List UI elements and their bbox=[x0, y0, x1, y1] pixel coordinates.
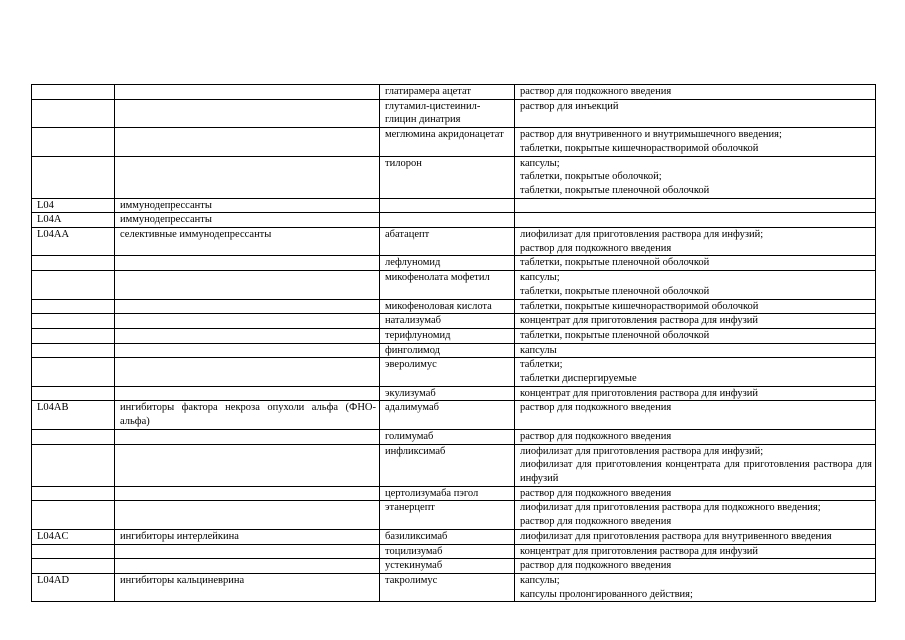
dosage-form-line: капсулы bbox=[520, 344, 557, 356]
atc-code-cell: L04AC bbox=[32, 529, 115, 544]
table-row bbox=[32, 299, 876, 314]
dosage-form-line: таблетки, покрытые пленочной оболочкой bbox=[520, 285, 710, 297]
drug-name-cell: инфликсимаб bbox=[380, 444, 515, 486]
dosage-form-line: лиофилизат для приготовления концентрата для приготовления раствора для инфузий bbox=[520, 459, 872, 484]
atc-code-cell bbox=[32, 271, 115, 299]
atc-code-cell: L04A bbox=[32, 213, 115, 228]
group-name-cell: ингибиторы интерлейкина bbox=[115, 529, 380, 544]
table-row bbox=[32, 358, 876, 386]
dosage-form-line: таблетки, покрытые пленочной оболочкой bbox=[520, 329, 710, 341]
group-name-cell bbox=[115, 429, 380, 444]
dosage-forms-cell bbox=[515, 328, 876, 343]
drug-name-cell: финголимод bbox=[380, 343, 515, 358]
drug-name-cell bbox=[380, 198, 515, 213]
atc-code-cell bbox=[32, 486, 115, 501]
atc-code-cell bbox=[32, 299, 115, 314]
dosage-forms-cell bbox=[515, 401, 876, 429]
drug-name-cell: микофеноловая кислота bbox=[380, 299, 515, 314]
table-row bbox=[32, 386, 876, 401]
atc-code-cell bbox=[32, 128, 115, 156]
table-row bbox=[32, 529, 876, 544]
table-row bbox=[32, 328, 876, 343]
dosage-forms-cell bbox=[515, 156, 876, 198]
dosage-form-line: раствор для подкожного введения bbox=[520, 487, 672, 499]
drug-name-cell: абатацепт bbox=[380, 228, 515, 256]
dosage-form-line: раствор для подкожного введения bbox=[520, 516, 672, 528]
table-row bbox=[32, 343, 876, 358]
dosage-form-line: капсулы; bbox=[520, 157, 560, 169]
dosage-forms-cell bbox=[515, 299, 876, 314]
table-row bbox=[32, 271, 876, 299]
dosage-forms-cell bbox=[515, 314, 876, 329]
dosage-form-line bbox=[520, 199, 872, 213]
dosage-forms-cell bbox=[515, 386, 876, 401]
dosage-form-line: капсулы; bbox=[520, 574, 560, 586]
dosage-forms-cell bbox=[515, 85, 876, 100]
dosage-form-line: лиофилизат для приготовления раствора для подкожного введения; bbox=[520, 502, 821, 514]
dosage-form-line: раствор для подкожного введения bbox=[520, 86, 672, 97]
dosage-forms-cell bbox=[515, 228, 876, 256]
dosage-form-line: таблетки; bbox=[520, 359, 563, 371]
group-name-cell bbox=[115, 128, 380, 156]
dosage-form-line: концентрат для приготовления раствора для инфузий bbox=[520, 315, 758, 327]
group-name-cell bbox=[115, 386, 380, 401]
drug-name-cell: цертолизумаба пэгол bbox=[380, 486, 515, 501]
dosage-form-line: раствор для внутривенного и внутримышечного введения; bbox=[520, 129, 782, 141]
dosage-form-line: таблетки, покрытые пленочной оболочкой bbox=[520, 184, 710, 196]
atc-code-cell bbox=[32, 85, 115, 100]
atc-code-cell bbox=[32, 343, 115, 358]
dosage-forms-cell bbox=[515, 99, 876, 127]
group-name-cell bbox=[115, 271, 380, 299]
group-name-cell bbox=[115, 99, 380, 127]
dosage-form-line: таблетки, покрытые кишечнорастворимой оболочкой bbox=[520, 142, 759, 154]
group-name-cell bbox=[115, 85, 380, 100]
drug-name-cell: терифлуномид bbox=[380, 328, 515, 343]
atc-code-cell bbox=[32, 544, 115, 559]
dosage-forms-cell bbox=[515, 544, 876, 559]
atc-code-cell: L04AB bbox=[32, 401, 115, 429]
group-name-cell bbox=[115, 314, 380, 329]
group-name-cell: иммунодепрессанты bbox=[115, 213, 380, 228]
dosage-form-line: концентрат для приготовления раствора для инфузий bbox=[520, 387, 758, 399]
group-name-cell bbox=[115, 444, 380, 486]
dosage-forms-cell bbox=[515, 529, 876, 544]
drug-name-cell: глатирамера ацетат bbox=[380, 85, 515, 100]
dosage-form-line: раствор для подкожного введения bbox=[520, 560, 672, 572]
dosage-form-line: раствор для подкожного введения bbox=[520, 402, 672, 414]
drug-name-cell: экулизумаб bbox=[380, 386, 515, 401]
table-row bbox=[32, 256, 876, 271]
dosage-forms-cell bbox=[515, 128, 876, 156]
atc-code-cell bbox=[32, 386, 115, 401]
atc-code-cell bbox=[32, 156, 115, 198]
drug-name-cell: меглюмина акридонацетат bbox=[380, 128, 515, 156]
drug-name-cell: лефлуномид bbox=[380, 256, 515, 271]
group-name-cell bbox=[115, 559, 380, 574]
dosage-form-line: таблетки, покрытые пленочной оболочкой bbox=[520, 257, 710, 269]
atc-code-cell bbox=[32, 314, 115, 329]
drug-name-cell: такролимус bbox=[380, 573, 515, 601]
drug-name-cell: тоцилизумаб bbox=[380, 544, 515, 559]
drug-name-cell bbox=[380, 213, 515, 228]
table-row bbox=[32, 213, 876, 228]
atc-code-cell bbox=[32, 559, 115, 574]
dosage-form-line bbox=[520, 213, 872, 227]
table-row bbox=[32, 228, 876, 256]
group-name-cell bbox=[115, 156, 380, 198]
dosage-forms-cell bbox=[515, 429, 876, 444]
group-name-cell bbox=[115, 328, 380, 343]
atc-code-cell: L04 bbox=[32, 198, 115, 213]
drug-name-cell: этанерцепт bbox=[380, 501, 515, 529]
drug-name-cell: устекинумаб bbox=[380, 559, 515, 574]
table-body bbox=[32, 85, 876, 602]
dosage-form-line: лиофилизат для приготовления раствора для инфузий; bbox=[520, 229, 764, 241]
atc-code-cell bbox=[32, 256, 115, 271]
dosage-form-line: таблетки, покрытые оболочкой; bbox=[520, 171, 662, 183]
table-row bbox=[32, 544, 876, 559]
table-row bbox=[32, 401, 876, 429]
dosage-form-line: лиофилизат для приготовления раствора для внутривенного введения bbox=[520, 530, 832, 542]
drug-name-cell: эверолимус bbox=[380, 358, 515, 386]
dosage-form-line: лиофилизат для приготовления раствора для инфузий; bbox=[520, 445, 764, 457]
group-name-cell: ингибиторы кальциневрина bbox=[115, 573, 380, 601]
group-name-cell bbox=[115, 544, 380, 559]
atc-code-cell: L04AA bbox=[32, 228, 115, 256]
dosage-forms-cell bbox=[515, 358, 876, 386]
atc-code-cell bbox=[32, 429, 115, 444]
dosage-forms-cell bbox=[515, 213, 876, 228]
group-name-cell bbox=[115, 358, 380, 386]
group-name-cell: иммунодепрессанты bbox=[115, 198, 380, 213]
table-row bbox=[32, 128, 876, 156]
atc-code-cell: L04AD bbox=[32, 573, 115, 601]
dosage-form-line: капсулы пролонгированного действия; bbox=[520, 588, 693, 600]
drug-name-cell: микофенолата мофетил bbox=[380, 271, 515, 299]
dosage-form-line: концентрат для приготовления раствора для инфузий bbox=[520, 545, 758, 557]
table-row bbox=[32, 198, 876, 213]
table-row bbox=[32, 573, 876, 601]
dosage-form-line: таблетки диспергируемые bbox=[520, 373, 637, 385]
drug-name-cell: глутамил-цистеинил-глицин динатрия bbox=[380, 99, 515, 127]
table-row bbox=[32, 314, 876, 329]
drug-name-cell: базиликсимаб bbox=[380, 529, 515, 544]
drug-name-cell: тилорон bbox=[380, 156, 515, 198]
dosage-forms-cell bbox=[515, 271, 876, 299]
table-row bbox=[32, 444, 876, 486]
table-row bbox=[32, 501, 876, 529]
drug-name-cell: натализумаб bbox=[380, 314, 515, 329]
atc-code-cell bbox=[32, 444, 115, 486]
group-name-cell bbox=[115, 501, 380, 529]
dosage-forms-cell bbox=[515, 198, 876, 213]
drug-table bbox=[31, 84, 876, 602]
table-row bbox=[32, 99, 876, 127]
group-name-cell bbox=[115, 486, 380, 501]
drug-name-cell: голимумаб bbox=[380, 429, 515, 444]
dosage-form-line: раствор для подкожного введения bbox=[520, 242, 672, 254]
atc-code-cell bbox=[32, 501, 115, 529]
dosage-forms-cell bbox=[515, 501, 876, 529]
group-name-cell bbox=[115, 299, 380, 314]
dosage-forms-cell bbox=[515, 343, 876, 358]
group-name-cell bbox=[115, 343, 380, 358]
table-row bbox=[32, 429, 876, 444]
table-row bbox=[32, 85, 876, 100]
table-row bbox=[32, 559, 876, 574]
dosage-forms-cell bbox=[515, 486, 876, 501]
dosage-forms-cell bbox=[515, 573, 876, 601]
group-name-cell: ингибиторы фактора некроза опухоли альфа (ФНО-альфа) bbox=[115, 401, 380, 429]
group-name-cell bbox=[115, 256, 380, 271]
dosage-form-line: таблетки, покрытые кишечнорастворимой оболочкой bbox=[520, 300, 759, 312]
dosage-forms-cell bbox=[515, 559, 876, 574]
drug-name-cell: адалимумаб bbox=[380, 401, 515, 429]
dosage-form-line: капсулы; bbox=[520, 272, 560, 284]
atc-code-cell bbox=[32, 99, 115, 127]
table-row bbox=[32, 156, 876, 198]
table-row bbox=[32, 486, 876, 501]
dosage-forms-cell bbox=[515, 444, 876, 486]
atc-code-cell bbox=[32, 328, 115, 343]
atc-code-cell bbox=[32, 358, 115, 386]
dosage-forms-cell bbox=[515, 256, 876, 271]
dosage-form-line: раствор для подкожного введения bbox=[520, 430, 672, 442]
dosage-form-line: раствор для инъекций bbox=[520, 100, 619, 112]
group-name-cell: селективные иммунодепрессанты bbox=[115, 228, 380, 256]
